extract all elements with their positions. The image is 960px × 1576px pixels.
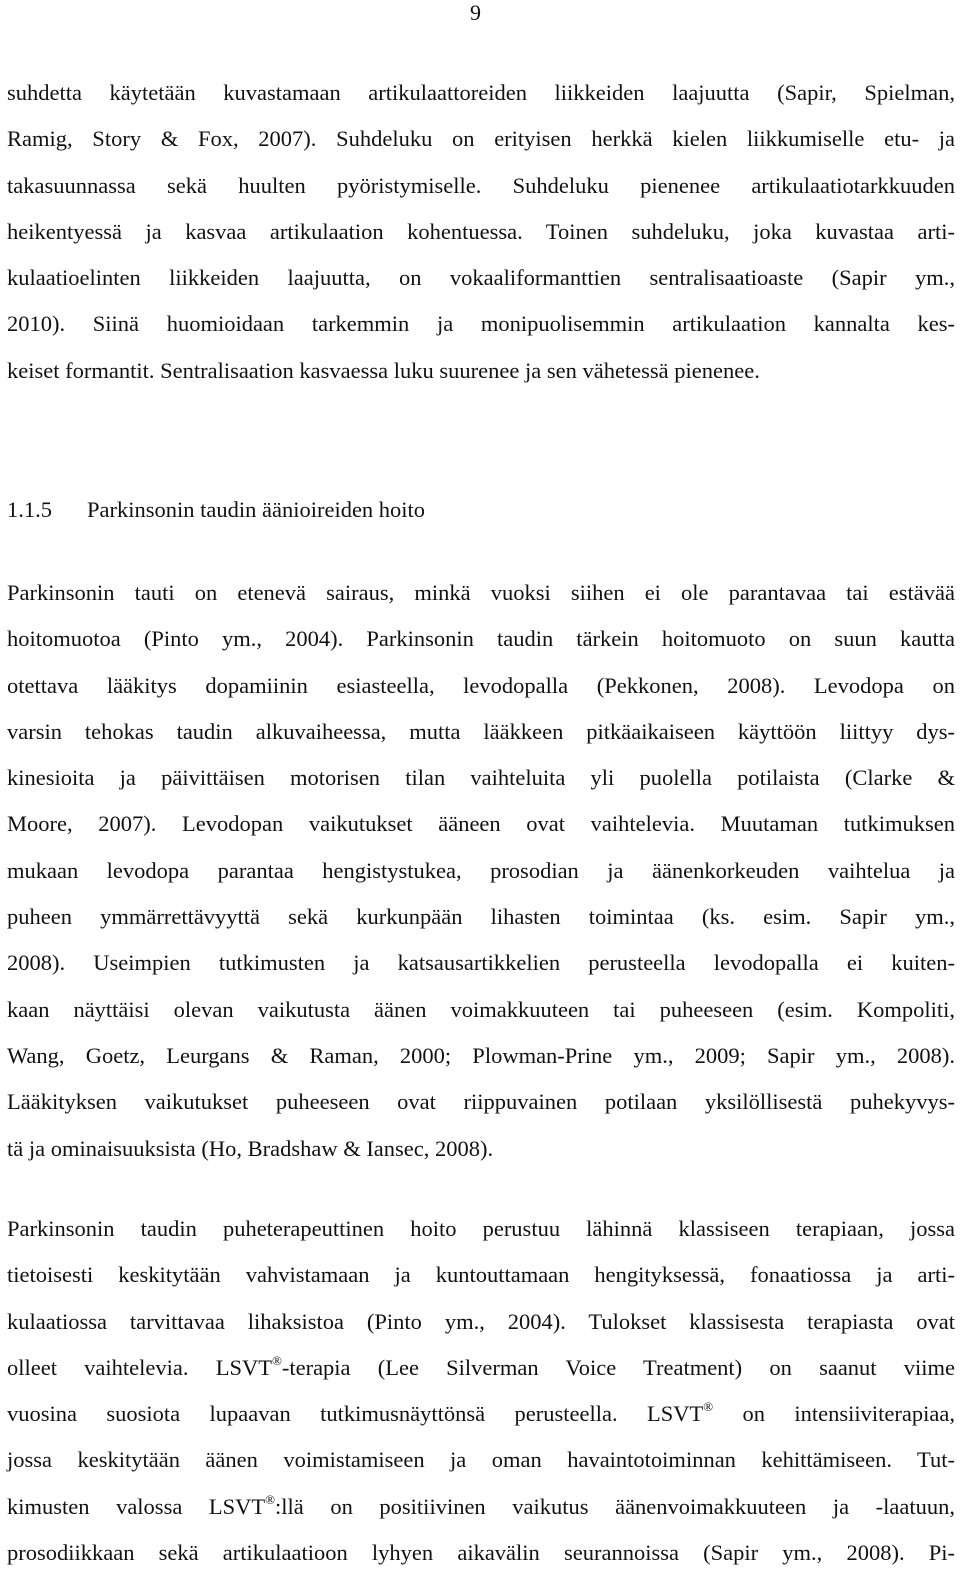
text-line: 2008). Useimpien tutkimusten ja katsausartikkelien perusteella levodopalla ei kuiten- — [7, 950, 955, 976]
text-line: kaan näyttäisi olevan vaikutusta äänen voimakkuuteen tai puheeseen (esim. Kompoliti, — [7, 996, 955, 1022]
text-segment: kimusten valossa LSVT — [7, 1493, 266, 1519]
text-segment: vuosina suosiota lupaavan tutkimusnäyttönsä perusteella. LSVT — [7, 1401, 704, 1427]
text-line — [7, 1484, 955, 1530]
text-line: Lääkityksen vaikutukset puheeseen ovat riippuvainen potilaan yksilöllisestä puhekyvys- — [7, 1089, 955, 1115]
text-line: Parkinsonin taudin puheterapeuttinen hoito perustuu lähinnä klassiseen terapiaan, jossa — [7, 1216, 955, 1241]
page-number: 9 — [470, 0, 481, 25]
text-line: Ramig, Story & Fox, 2007). Suhdeluku on erityisen herkkä kielen liikkumiselle etu- ja — [7, 126, 955, 152]
text-line: varsin tehokas taudin alkuvaiheessa, mutta lääkkeen pitkäaikaiseen käyttöön liittyy dys- — [7, 718, 955, 744]
text-line: Wang, Goetz, Leurgans & Raman, 2000; Plowman-Prine ym., 2009; Sapir ym., 2008). — [7, 1042, 955, 1068]
paragraph-2 — [7, 570, 955, 1172]
text-line: kulaatiossa tarvittavaa lihaksistoa (Pinto ym., 2004). Tulokset klassisesta terapiasta ovat — [7, 1308, 955, 1334]
registered-mark: ® — [265, 1491, 276, 1507]
text-line: tä ja ominaisuuksista (Ho, Bradshaw & Iansec, 2008). — [7, 1135, 494, 1161]
text-line: keiset formantit. Sentralisaation kasvaessa luku suurenee ja sen vähetessä pienenee. — [7, 357, 760, 383]
text-line: heikentyessä ja kasvaa artikulaation kohentuessa. Toinen suhdeluku, joka kuvastaa arti- — [7, 218, 955, 244]
text-line: kinesioita ja päivittäisen motorisen tilan vaihteluita yli puolella potilaista (Clarke & — [7, 765, 955, 791]
text-line: Moore, 2007). Levodopan vaikutukset ääneen ovat vaihtelevia. Muutaman tutkimuksen — [7, 811, 955, 837]
text-line: suhdetta käytetään kuvastamaan artikulaattoreiden liikkeiden laajuutta (Sapir, Spielman, — [7, 80, 955, 105]
registered-mark: ® — [703, 1399, 714, 1415]
text-line: hoitomuotoa (Pinto ym., 2004). Parkinsonin taudin tärkein hoitomuoto on suun kautta — [7, 626, 955, 652]
text-line — [7, 1391, 955, 1437]
text-line: takasuunnassa sekä huulten pyöristymiselle. Suhdeluku pienenee artikulaatiotarkkuuden — [7, 172, 955, 198]
registered-mark: ® — [271, 1352, 282, 1368]
text-segment: :llä on positiivinen vaikutus äänenvoimakkuuteen ja -laatuun, — [275, 1493, 955, 1519]
paragraph-1 — [7, 70, 955, 394]
section-number: 1.1.5 — [7, 497, 52, 522]
section-title: Parkinsonin taudin äänioireiden hoito — [87, 497, 426, 522]
text-line: prosodiikkaan sekä artikulaatioon lyhyen aikavälin seurannoissa (Sapir ym., 2008). Pi- — [7, 1540, 955, 1566]
text-segment: -terapia (Lee Silverman Voice Treatment) on saanut viime — [281, 1354, 955, 1380]
text-line: Parkinsonin tauti on etenevä sairaus, minkä vuoksi siihen ei ole parantavaa tai estävää — [7, 580, 955, 605]
text-line: tietoisesti keskitytään vahvistamaan ja kuntouttamaan hengityksessä, fonaatiossa ja arti- — [7, 1262, 955, 1288]
text-line — [7, 1345, 955, 1391]
text-segment: olleet vaihtelevia. LSVT — [7, 1354, 272, 1380]
text-line: mukaan levodopa parantaa hengistystukea, prosodian ja äänenkorkeuden vaihtelua ja — [7, 857, 955, 883]
text-line: jossa keskitytään äänen voimistamiseen ja oman havaintotoiminnan kehittämiseen. Tut- — [7, 1447, 955, 1473]
paragraph-3 — [7, 1206, 955, 1576]
text-line: 2010). Siinä huomioidaan tarkemmin ja monipuolisemmin artikulaation kannalta kes- — [7, 311, 955, 337]
text-line: otettava lääkitys dopamiinin esiasteella, levodopalla (Pekkonen, 2008). Levodopa on — [7, 672, 955, 698]
section-heading — [7, 492, 425, 528]
text-line: puheen ymmärrettävyyttä sekä kurkunpään lihasten toimintaa (ks. esim. Sapir ym., — [7, 904, 955, 930]
text-line: kulaatioelinten liikkeiden laajuutta, on vokaaliformanttien sentralisaatioaste (Sapir ym., — [7, 265, 955, 291]
text-segment: on intensiiviterapiaa, — [713, 1401, 955, 1427]
